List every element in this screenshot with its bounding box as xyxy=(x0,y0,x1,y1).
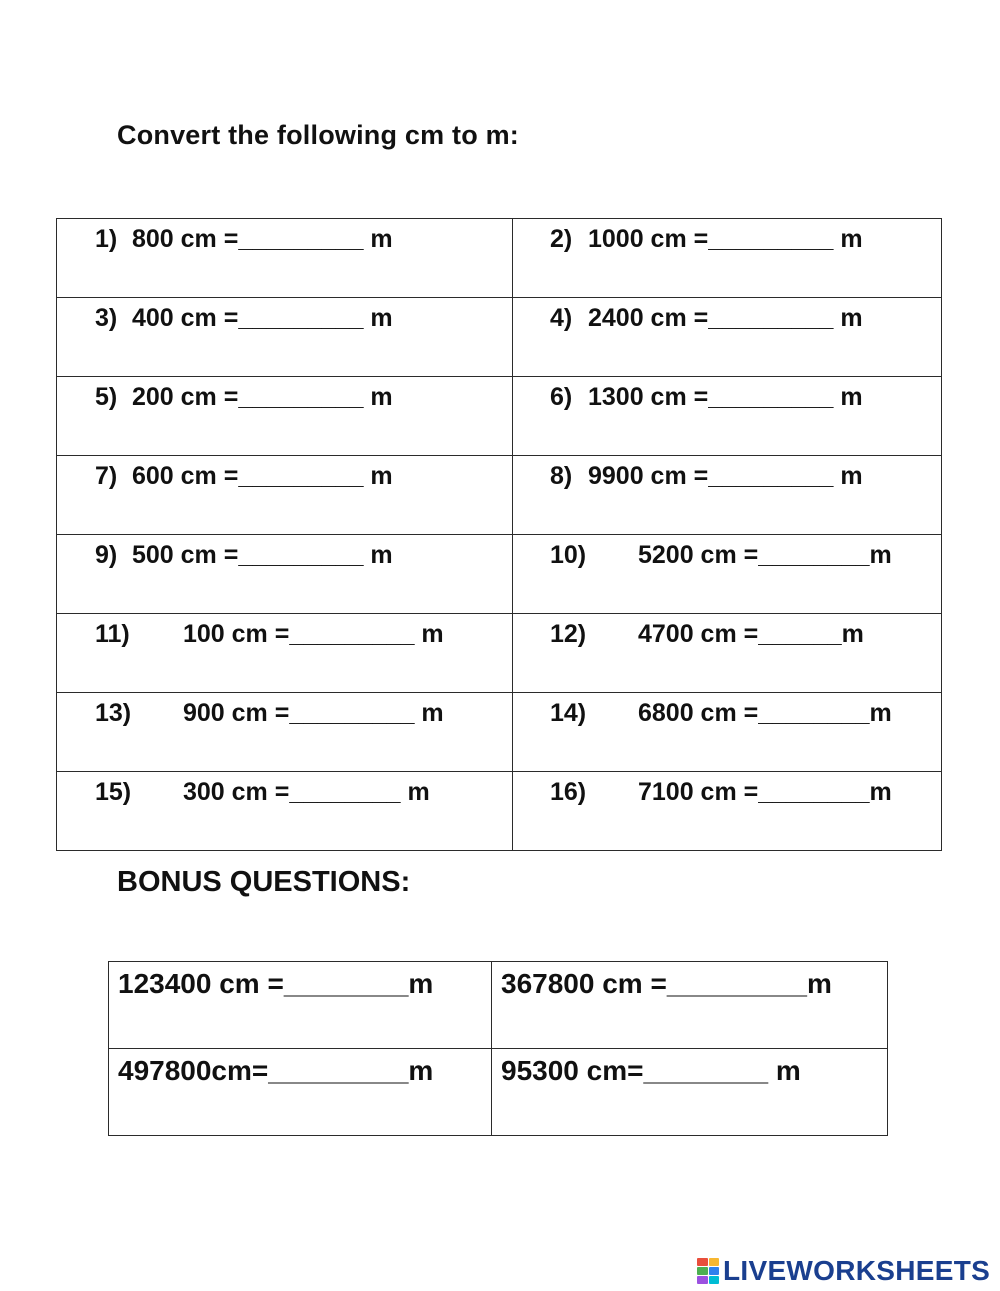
logo-block xyxy=(709,1276,720,1284)
question-text: 1000 cm =_________ m xyxy=(588,225,863,253)
question-text: 9900 cm =_________ m xyxy=(588,462,863,490)
bonus-question: 123400 cm =________m xyxy=(118,968,434,999)
conversion-table xyxy=(56,218,942,851)
bonus-question: 95300 cm=________ m xyxy=(501,1055,801,1086)
question-text: 4700 cm =______m xyxy=(638,620,864,648)
question-number: 11) xyxy=(95,620,130,648)
question-text: 300 cm =________ m xyxy=(183,778,430,806)
question-text: 2400 cm =_________ m xyxy=(588,304,863,332)
question-text: 200 cm =_________ m xyxy=(132,383,393,411)
question-text: 7100 cm =________m xyxy=(638,778,892,806)
liveworksheets-logo-icon xyxy=(697,1258,719,1284)
bonus-heading: BONUS QUESTIONS: xyxy=(117,866,411,898)
question-cell xyxy=(57,614,513,693)
question-text: 6800 cm =________m xyxy=(638,699,892,727)
question-cell xyxy=(513,298,942,377)
question-number: 9) xyxy=(95,541,118,569)
table-row xyxy=(57,377,942,456)
table-row xyxy=(109,962,888,1049)
table-row xyxy=(57,535,942,614)
table-row xyxy=(57,456,942,535)
question-cell xyxy=(513,614,942,693)
question-text: 800 cm =_________ m xyxy=(132,225,393,253)
question-text: 500 cm =_________ m xyxy=(132,541,393,569)
question-cell xyxy=(513,219,942,298)
question-text: 600 cm =_________ m xyxy=(132,462,393,490)
question-cell xyxy=(57,693,513,772)
table-row xyxy=(57,693,942,772)
bonus-question: 367800 cm =_________m xyxy=(501,968,832,999)
question-number: 7) xyxy=(95,462,118,490)
question-cell xyxy=(57,298,513,377)
question-cell xyxy=(513,377,942,456)
question-number: 3) xyxy=(95,304,118,332)
table-row xyxy=(57,298,942,377)
question-text: 5200 cm =________m xyxy=(638,541,892,569)
worksheet-title: Convert the following cm to m: xyxy=(117,120,519,150)
table-row xyxy=(57,614,942,693)
table-row xyxy=(57,219,942,298)
question-number: 10) xyxy=(550,541,587,569)
question-number: 5) xyxy=(95,383,118,411)
question-text: 900 cm =_________ m xyxy=(183,699,444,727)
question-cell xyxy=(513,456,942,535)
question-cell xyxy=(513,693,942,772)
table-row xyxy=(109,1049,888,1136)
question-cell xyxy=(57,772,513,851)
logo-block xyxy=(709,1267,720,1275)
bonus-cell xyxy=(492,1049,888,1136)
question-text: 400 cm =_________ m xyxy=(132,304,393,332)
bonus-table xyxy=(108,961,888,1136)
question-number: 16) xyxy=(550,778,587,806)
table-row xyxy=(57,772,942,851)
question-cell xyxy=(57,219,513,298)
bonus-cell xyxy=(109,962,492,1049)
question-cell xyxy=(57,456,513,535)
question-text: 1300 cm =_________ m xyxy=(588,383,863,411)
question-number: 13) xyxy=(95,699,132,727)
question-cell xyxy=(57,377,513,456)
question-text: 100 cm =_________ m xyxy=(183,620,444,648)
question-number: 1) xyxy=(95,225,118,253)
bonus-cell xyxy=(492,962,888,1049)
question-number: 6) xyxy=(550,383,573,411)
bonus-question: 497800cm=_________m xyxy=(118,1055,434,1086)
question-number: 14) xyxy=(550,699,587,727)
question-number: 4) xyxy=(550,304,573,332)
logo-block xyxy=(697,1258,708,1266)
logo-block xyxy=(697,1267,708,1275)
question-number: 12) xyxy=(550,620,587,648)
question-number: 15) xyxy=(95,778,132,806)
question-cell xyxy=(513,772,942,851)
logo-block xyxy=(709,1258,720,1266)
question-cell xyxy=(513,535,942,614)
question-number: 8) xyxy=(550,462,573,490)
question-number: 2) xyxy=(550,225,573,253)
brand-watermark xyxy=(697,1254,990,1288)
question-cell xyxy=(57,535,513,614)
bonus-cell xyxy=(109,1049,492,1136)
logo-block xyxy=(697,1276,708,1284)
brand-name: LIVEWORKSHEETS xyxy=(723,1255,991,1286)
